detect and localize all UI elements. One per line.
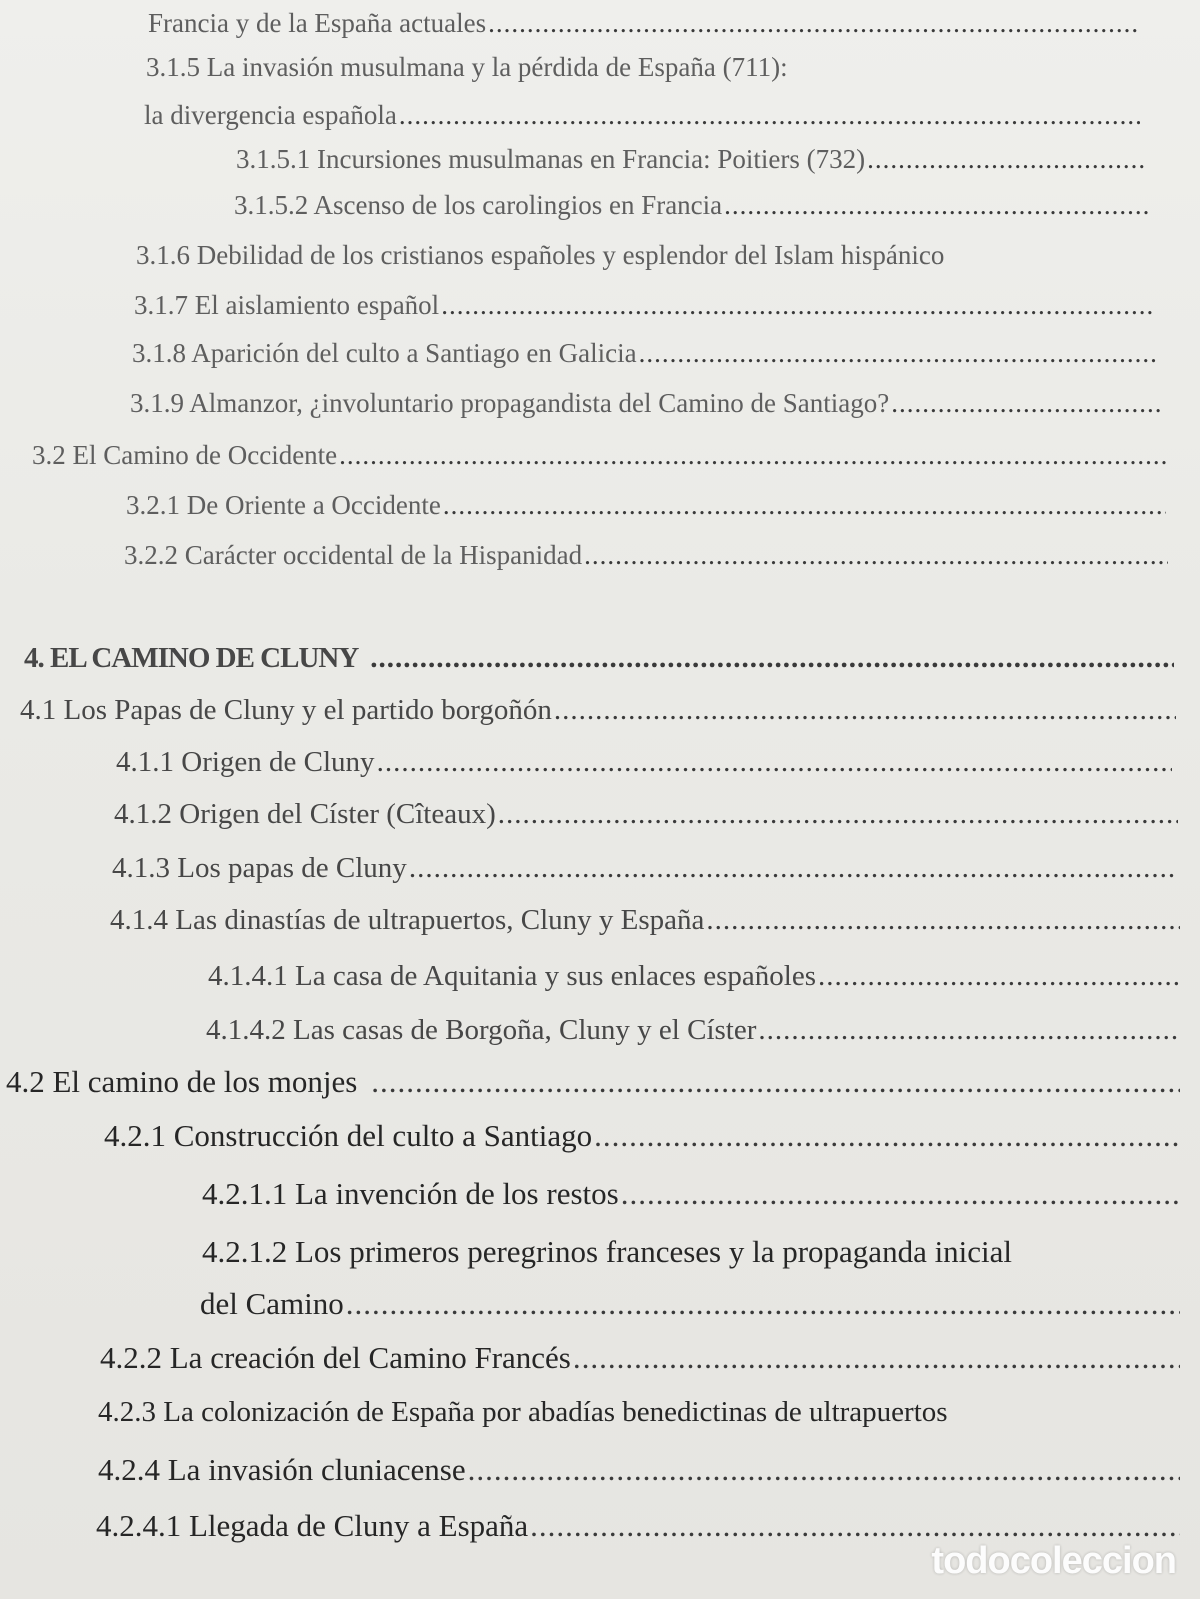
toc-entry [104,1118,1180,1154]
toc-entry-text: 4.2.1.1 La invención de los restos [202,1176,619,1211]
toc-entry-text: 3.1.5.2 Ascenso de los carolingios en Francia [234,190,723,220]
dot-leader [488,8,1140,39]
toc-entry-text: 4.1.2 Origen del Císter (Cîteaux) [114,798,496,830]
dot-leader [443,490,1166,521]
toc-entry-text: 3.1.6 Debilidad de los cristianos españoles y esplendor del Islam hispánico [136,240,945,270]
toc-entry [202,1176,1180,1212]
toc-entry-text: 4.1.4.1 La casa de Aquitania y sus enlaces españoles [208,960,817,992]
toc-entry-text: 4.2.4 La invasión cluniacense [98,1452,466,1487]
dot-leader [409,852,1178,885]
dot-leader [724,190,1148,221]
toc-entry-text: 4.2.2 La creación del Camino Francés [100,1340,571,1375]
dot-leader [441,290,1154,321]
dot-leader [498,798,1178,831]
toc-entry [98,1396,1180,1429]
toc-entry [96,1508,1180,1544]
toc-entry-text: 3.2.2 Carácter occidental de la Hispanidad [124,540,583,570]
toc-entry-text: 4.1.3 Los papas de Cluny [112,852,407,884]
toc-entry-text: 3.1.5.1 Incursiones musulmanas en Francia: Poitiers (732) [236,144,866,174]
dot-leader [554,694,1176,727]
dot-leader [339,440,1166,471]
toc-entry [136,240,1166,271]
dot-leader [371,1064,1180,1100]
toc-entry [32,440,1166,471]
toc-entry [132,338,1156,369]
toc-entry [100,1340,1180,1376]
toc-entry-text: 3.1.7 El aislamiento español [134,290,440,320]
toc-entry [208,960,1180,993]
toc-entry-text: 4.2.4.1 Llegada de Cluny a España [96,1508,529,1543]
toc-entry [116,746,1172,779]
toc-entry [110,904,1180,937]
toc-entry-text: 3.2.1 De Oriente a Occidente [126,490,441,520]
dot-leader [867,144,1146,175]
dot-leader [891,388,1160,419]
dot-leader [621,1176,1180,1212]
toc-entry [126,490,1166,521]
toc-entry [114,798,1178,831]
toc-entry-text: 3.1.5 La invasión musulmana y la pérdida de España (711): [146,52,788,82]
toc-entry-text: 4.2.1 Construcción del culto a Santiago [104,1118,593,1153]
toc-entry-text: 3.2 El Camino de Occidente [32,440,338,470]
dot-leader [468,1452,1180,1488]
dot-leader [594,1118,1180,1154]
toc-entry [134,290,1154,321]
toc-entry-text: la divergencia española [144,100,397,130]
dot-leader [346,1286,1180,1322]
chapter-heading [24,642,1174,675]
watermark-logo: todocoleccion [931,1540,1176,1582]
toc-entry-text: Francia y de la España actuales [148,8,487,38]
toc-entry [206,1014,1180,1047]
toc-entry-text: 4.1 Los Papas de Cluny y el partido borgoñón [20,694,552,726]
toc-entry-text: 4.1.4.2 Las casas de Borgoña, Cluny y el Císter [206,1014,757,1046]
dot-leader [758,1014,1180,1047]
toc-entry [234,190,1148,221]
dot-leader [706,904,1180,937]
dot-leader [584,540,1168,571]
toc-entry [146,52,1146,83]
toc-entry [236,144,1146,175]
toc-entry [124,540,1168,571]
dot-leader [377,746,1172,779]
toc-entry [6,1064,1180,1100]
toc-entry [200,1286,1180,1322]
dot-leader [818,960,1180,993]
toc-entry-text: 3.1.8 Aparición del culto a Santiago en Galicia [132,338,637,368]
toc-entry [130,388,1160,419]
dot-leader [573,1340,1180,1376]
toc-entry-text: 4.2.3 La colonización de España por abadías benedictinas de ultrapuertos [98,1396,948,1428]
dot-leader [370,642,1174,675]
toc-entry [112,852,1178,885]
toc-entry [148,8,1140,39]
dot-leader [530,1508,1180,1544]
dot-leader [639,338,1156,369]
toc-entry-text: 4.1.1 Origen de Cluny [116,746,375,778]
toc-entry-text: 4.2 El camino de los monjes [6,1064,358,1099]
toc-entry [20,694,1176,727]
toc-entry-text: del Camino [200,1286,344,1321]
dot-leader [399,100,1140,131]
toc-entry-text: 3.1.9 Almanzor, ¿involuntario propagandista del Camino de Santiago? [130,388,890,418]
toc-entry [144,100,1140,131]
toc-entry-text: 4.1.4 Las dinastías de ultrapuertos, Cluny y España [110,904,705,936]
toc-entry [98,1452,1180,1488]
toc-entry-text: 4.2.1.2 Los primeros peregrinos franceses y la propaganda inicial [202,1234,1013,1269]
toc-entry-text: 4. EL CAMINO DE CLUNY [24,642,359,674]
toc-entry [202,1234,1180,1270]
